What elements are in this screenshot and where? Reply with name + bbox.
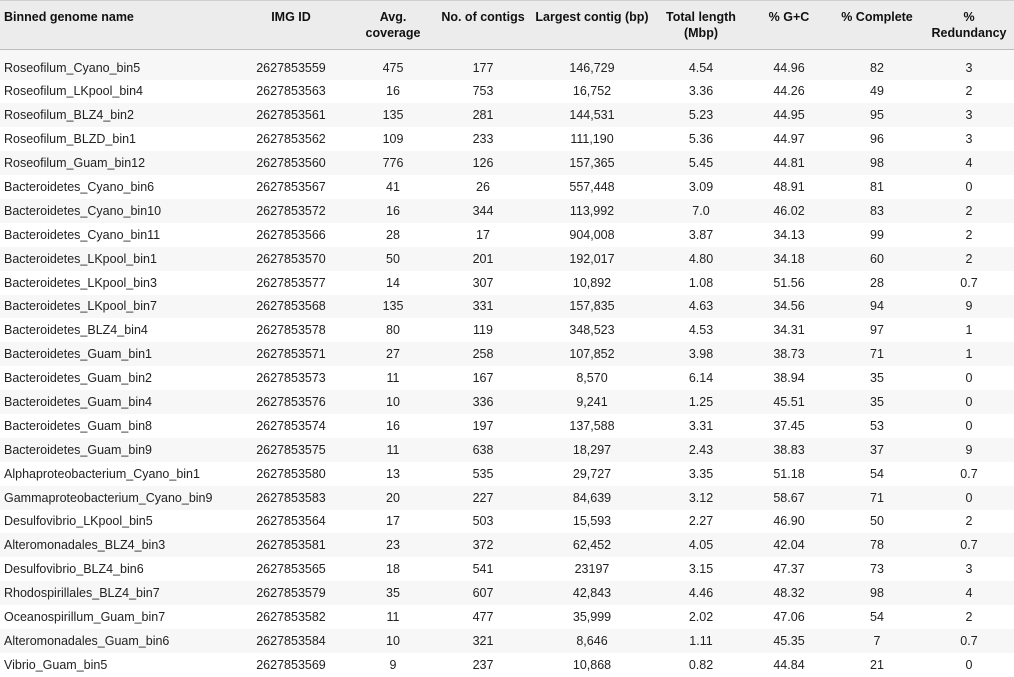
header-gc-percent: % G+C <box>748 1 830 50</box>
cell-avg-coverage: 41 <box>350 175 436 199</box>
cell-img-id: 2627853584 <box>232 629 350 653</box>
cell-img-id: 2627853559 <box>232 50 350 80</box>
cell-gc-percent: 51.56 <box>748 271 830 295</box>
cell-img-id: 2627853580 <box>232 462 350 486</box>
cell-genome-name: Roseofilum_Guam_bin12 <box>0 151 232 175</box>
table-row <box>0 438 1014 462</box>
cell-avg-coverage: 16 <box>350 414 436 438</box>
cell-genome-name: Bacteroidetes_Guam_bin1 <box>0 342 232 366</box>
cell-total-length: 5.36 <box>654 127 748 151</box>
cell-percent-redundancy: 0.7 <box>924 462 1014 486</box>
cell-contig-count: 541 <box>436 557 530 581</box>
cell-total-length: 1.08 <box>654 271 748 295</box>
cell-total-length: 3.36 <box>654 80 748 104</box>
cell-percent-redundancy: 2 <box>924 510 1014 534</box>
cell-percent-redundancy: 9 <box>924 295 1014 319</box>
cell-avg-coverage: 80 <box>350 318 436 342</box>
cell-percent-complete: 98 <box>830 151 924 175</box>
cell-percent-redundancy: 0 <box>924 414 1014 438</box>
cell-percent-complete: 98 <box>830 581 924 605</box>
cell-percent-complete: 35 <box>830 366 924 390</box>
cell-contig-count: 753 <box>436 80 530 104</box>
cell-largest-contig: 904,008 <box>530 223 654 247</box>
cell-contig-count: 258 <box>436 342 530 366</box>
cell-largest-contig: 18,297 <box>530 438 654 462</box>
header-total-length: Total length (Mbp) <box>654 1 748 50</box>
table-row <box>0 127 1014 151</box>
header-percent-redundancy: % Redundancy <box>924 1 1014 50</box>
cell-total-length: 4.80 <box>654 247 748 271</box>
cell-percent-redundancy: 4 <box>924 151 1014 175</box>
cell-percent-complete: 37 <box>830 438 924 462</box>
cell-largest-contig: 35,999 <box>530 605 654 629</box>
cell-total-length: 6.14 <box>654 366 748 390</box>
cell-largest-contig: 137,588 <box>530 414 654 438</box>
cell-avg-coverage: 16 <box>350 80 436 104</box>
cell-avg-coverage: 50 <box>350 247 436 271</box>
cell-contig-count: 307 <box>436 271 530 295</box>
cell-total-length: 3.87 <box>654 223 748 247</box>
cell-total-length: 2.43 <box>654 438 748 462</box>
cell-percent-complete: 78 <box>830 533 924 557</box>
cell-gc-percent: 44.95 <box>748 103 830 127</box>
cell-genome-name: Bacteroidetes_Guam_bin2 <box>0 366 232 390</box>
cell-largest-contig: 42,843 <box>530 581 654 605</box>
cell-contig-count: 197 <box>436 414 530 438</box>
cell-avg-coverage: 10 <box>350 390 436 414</box>
cell-img-id: 2627853575 <box>232 438 350 462</box>
cell-contig-count: 331 <box>436 295 530 319</box>
cell-largest-contig: 557,448 <box>530 175 654 199</box>
cell-genome-name: Bacteroidetes_Cyano_bin10 <box>0 199 232 223</box>
cell-genome-name: Alteromonadales_Guam_bin6 <box>0 629 232 653</box>
cell-largest-contig: 23197 <box>530 557 654 581</box>
table-row <box>0 318 1014 342</box>
cell-percent-complete: 81 <box>830 175 924 199</box>
cell-largest-contig: 84,639 <box>530 486 654 510</box>
cell-percent-redundancy: 2 <box>924 223 1014 247</box>
cell-img-id: 2627853583 <box>232 486 350 510</box>
cell-img-id: 2627853560 <box>232 151 350 175</box>
cell-percent-complete: 28 <box>830 271 924 295</box>
cell-percent-redundancy: 3 <box>924 50 1014 80</box>
cell-largest-contig: 29,727 <box>530 462 654 486</box>
cell-percent-redundancy: 2 <box>924 80 1014 104</box>
cell-gc-percent: 48.91 <box>748 175 830 199</box>
cell-avg-coverage: 23 <box>350 533 436 557</box>
cell-contig-count: 638 <box>436 438 530 462</box>
cell-img-id: 2627853582 <box>232 605 350 629</box>
cell-percent-complete: 60 <box>830 247 924 271</box>
cell-contig-count: 372 <box>436 533 530 557</box>
cell-contig-count: 177 <box>436 50 530 80</box>
cell-percent-redundancy: 3 <box>924 127 1014 151</box>
cell-contig-count: 535 <box>436 462 530 486</box>
cell-total-length: 4.54 <box>654 50 748 80</box>
table-row <box>0 486 1014 510</box>
cell-contig-count: 119 <box>436 318 530 342</box>
cell-percent-complete: 94 <box>830 295 924 319</box>
cell-percent-redundancy: 2 <box>924 199 1014 223</box>
cell-percent-redundancy: 0.7 <box>924 533 1014 557</box>
cell-total-length: 3.35 <box>654 462 748 486</box>
cell-largest-contig: 62,452 <box>530 533 654 557</box>
cell-avg-coverage: 17 <box>350 510 436 534</box>
cell-genome-name: Desulfovibrio_BLZ4_bin6 <box>0 557 232 581</box>
cell-total-length: 2.02 <box>654 605 748 629</box>
cell-largest-contig: 15,593 <box>530 510 654 534</box>
cell-contig-count: 344 <box>436 199 530 223</box>
header-percent-complete: % Complete <box>830 1 924 50</box>
cell-genome-name: Alteromonadales_BLZ4_bin3 <box>0 533 232 557</box>
table-header <box>0 1 1014 50</box>
cell-percent-complete: 35 <box>830 390 924 414</box>
cell-largest-contig: 144,531 <box>530 103 654 127</box>
cell-total-length: 4.05 <box>654 533 748 557</box>
header-row <box>0 1 1014 50</box>
cell-percent-redundancy: 0 <box>924 366 1014 390</box>
table-row <box>0 414 1014 438</box>
cell-contig-count: 477 <box>436 605 530 629</box>
table-row <box>0 653 1014 677</box>
cell-genome-name: Bacteroidetes_Cyano_bin11 <box>0 223 232 247</box>
cell-avg-coverage: 11 <box>350 366 436 390</box>
header-avg-coverage: Avg. coverage <box>350 1 436 50</box>
cell-img-id: 2627853577 <box>232 271 350 295</box>
cell-contig-count: 167 <box>436 366 530 390</box>
table-row <box>0 247 1014 271</box>
cell-gc-percent: 58.67 <box>748 486 830 510</box>
table-row <box>0 223 1014 247</box>
table-row <box>0 605 1014 629</box>
cell-img-id: 2627853570 <box>232 247 350 271</box>
cell-img-id: 2627853573 <box>232 366 350 390</box>
cell-img-id: 2627853563 <box>232 80 350 104</box>
cell-total-length: 3.15 <box>654 557 748 581</box>
cell-gc-percent: 38.73 <box>748 342 830 366</box>
cell-percent-complete: 54 <box>830 605 924 629</box>
cell-total-length: 4.63 <box>654 295 748 319</box>
cell-total-length: 1.25 <box>654 390 748 414</box>
cell-avg-coverage: 776 <box>350 151 436 175</box>
cell-total-length: 3.98 <box>654 342 748 366</box>
cell-img-id: 2627853578 <box>232 318 350 342</box>
table-row <box>0 271 1014 295</box>
cell-percent-redundancy: 0 <box>924 653 1014 677</box>
table-row <box>0 80 1014 104</box>
cell-genome-name: Bacteroidetes_Guam_bin8 <box>0 414 232 438</box>
cell-img-id: 2627853579 <box>232 581 350 605</box>
table-row <box>0 581 1014 605</box>
cell-percent-redundancy: 0 <box>924 486 1014 510</box>
cell-img-id: 2627853581 <box>232 533 350 557</box>
cell-avg-coverage: 28 <box>350 223 436 247</box>
cell-gc-percent: 44.97 <box>748 127 830 151</box>
cell-percent-redundancy: 3 <box>924 103 1014 127</box>
cell-percent-complete: 71 <box>830 486 924 510</box>
cell-total-length: 0.82 <box>654 653 748 677</box>
cell-img-id: 2627853564 <box>232 510 350 534</box>
cell-genome-name: Bacteroidetes_BLZ4_bin4 <box>0 318 232 342</box>
cell-gc-percent: 45.51 <box>748 390 830 414</box>
cell-total-length: 3.09 <box>654 175 748 199</box>
cell-img-id: 2627853561 <box>232 103 350 127</box>
cell-gc-percent: 44.26 <box>748 80 830 104</box>
cell-total-length: 1.11 <box>654 629 748 653</box>
cell-gc-percent: 38.94 <box>748 366 830 390</box>
table-row <box>0 151 1014 175</box>
table-row <box>0 510 1014 534</box>
cell-contig-count: 126 <box>436 151 530 175</box>
header-img-id: IMG ID <box>232 1 350 50</box>
cell-contig-count: 201 <box>436 247 530 271</box>
table-row <box>0 199 1014 223</box>
cell-contig-count: 233 <box>436 127 530 151</box>
cell-percent-complete: 83 <box>830 199 924 223</box>
cell-img-id: 2627853569 <box>232 653 350 677</box>
cell-gc-percent: 47.06 <box>748 605 830 629</box>
cell-gc-percent: 34.31 <box>748 318 830 342</box>
cell-img-id: 2627853567 <box>232 175 350 199</box>
cell-genome-name: Roseofilum_LKpool_bin4 <box>0 80 232 104</box>
cell-largest-contig: 10,868 <box>530 653 654 677</box>
cell-avg-coverage: 14 <box>350 271 436 295</box>
cell-genome-name: Oceanospirillum_Guam_bin7 <box>0 605 232 629</box>
cell-percent-redundancy: 0.7 <box>924 629 1014 653</box>
table-row <box>0 342 1014 366</box>
cell-avg-coverage: 10 <box>350 629 436 653</box>
cell-img-id: 2627853562 <box>232 127 350 151</box>
cell-contig-count: 607 <box>436 581 530 605</box>
cell-gc-percent: 44.81 <box>748 151 830 175</box>
cell-genome-name: Gammaproteobacterium_Cyano_bin9 <box>0 486 232 510</box>
cell-avg-coverage: 27 <box>350 342 436 366</box>
cell-percent-redundancy: 9 <box>924 438 1014 462</box>
cell-gc-percent: 34.13 <box>748 223 830 247</box>
cell-img-id: 2627853568 <box>232 295 350 319</box>
cell-percent-redundancy: 1 <box>924 318 1014 342</box>
cell-largest-contig: 8,646 <box>530 629 654 653</box>
cell-gc-percent: 46.02 <box>748 199 830 223</box>
cell-percent-complete: 97 <box>830 318 924 342</box>
cell-largest-contig: 146,729 <box>530 50 654 80</box>
cell-gc-percent: 34.18 <box>748 247 830 271</box>
cell-genome-name: Roseofilum_BLZD_bin1 <box>0 127 232 151</box>
table-row <box>0 295 1014 319</box>
cell-gc-percent: 34.56 <box>748 295 830 319</box>
table-row <box>0 533 1014 557</box>
table-body <box>0 50 1014 677</box>
cell-gc-percent: 37.45 <box>748 414 830 438</box>
cell-percent-redundancy: 0.7 <box>924 271 1014 295</box>
cell-genome-name: Roseofilum_BLZ4_bin2 <box>0 103 232 127</box>
cell-gc-percent: 47.37 <box>748 557 830 581</box>
cell-gc-percent: 48.32 <box>748 581 830 605</box>
cell-percent-redundancy: 2 <box>924 247 1014 271</box>
cell-total-length: 5.23 <box>654 103 748 127</box>
cell-genome-name: Bacteroidetes_LKpool_bin1 <box>0 247 232 271</box>
cell-genome-name: Bacteroidetes_Guam_bin4 <box>0 390 232 414</box>
cell-avg-coverage: 11 <box>350 605 436 629</box>
cell-gc-percent: 42.04 <box>748 533 830 557</box>
cell-largest-contig: 113,992 <box>530 199 654 223</box>
table-row <box>0 390 1014 414</box>
cell-total-length: 3.12 <box>654 486 748 510</box>
cell-gc-percent: 51.18 <box>748 462 830 486</box>
cell-contig-count: 336 <box>436 390 530 414</box>
header-largest-contig: Largest contig (bp) <box>530 1 654 50</box>
cell-avg-coverage: 135 <box>350 103 436 127</box>
cell-gc-percent: 44.96 <box>748 50 830 80</box>
cell-genome-name: Bacteroidetes_Guam_bin9 <box>0 438 232 462</box>
cell-img-id: 2627853572 <box>232 199 350 223</box>
cell-percent-complete: 99 <box>830 223 924 247</box>
cell-percent-redundancy: 4 <box>924 581 1014 605</box>
cell-gc-percent: 38.83 <box>748 438 830 462</box>
cell-percent-complete: 49 <box>830 80 924 104</box>
cell-largest-contig: 192,017 <box>530 247 654 271</box>
cell-avg-coverage: 475 <box>350 50 436 80</box>
table-row <box>0 557 1014 581</box>
cell-percent-complete: 53 <box>830 414 924 438</box>
cell-total-length: 5.45 <box>654 151 748 175</box>
cell-genome-name: Alphaproteobacterium_Cyano_bin1 <box>0 462 232 486</box>
cell-contig-count: 237 <box>436 653 530 677</box>
cell-contig-count: 17 <box>436 223 530 247</box>
cell-img-id: 2627853576 <box>232 390 350 414</box>
cell-percent-redundancy: 2 <box>924 605 1014 629</box>
cell-percent-complete: 95 <box>830 103 924 127</box>
cell-largest-contig: 348,523 <box>530 318 654 342</box>
cell-total-length: 2.27 <box>654 510 748 534</box>
cell-gc-percent: 45.35 <box>748 629 830 653</box>
cell-gc-percent: 46.90 <box>748 510 830 534</box>
cell-img-id: 2627853565 <box>232 557 350 581</box>
cell-percent-complete: 73 <box>830 557 924 581</box>
cell-total-length: 4.46 <box>654 581 748 605</box>
cell-contig-count: 503 <box>436 510 530 534</box>
cell-genome-name: Desulfovibrio_LKpool_bin5 <box>0 510 232 534</box>
cell-avg-coverage: 135 <box>350 295 436 319</box>
cell-largest-contig: 8,570 <box>530 366 654 390</box>
cell-avg-coverage: 16 <box>350 199 436 223</box>
cell-largest-contig: 157,365 <box>530 151 654 175</box>
cell-total-length: 3.31 <box>654 414 748 438</box>
cell-contig-count: 321 <box>436 629 530 653</box>
table-row <box>0 629 1014 653</box>
cell-largest-contig: 10,892 <box>530 271 654 295</box>
cell-img-id: 2627853566 <box>232 223 350 247</box>
cell-avg-coverage: 109 <box>350 127 436 151</box>
cell-largest-contig: 9,241 <box>530 390 654 414</box>
cell-percent-complete: 71 <box>830 342 924 366</box>
cell-largest-contig: 107,852 <box>530 342 654 366</box>
cell-genome-name: Bacteroidetes_LKpool_bin3 <box>0 271 232 295</box>
cell-total-length: 4.53 <box>654 318 748 342</box>
table-row <box>0 103 1014 127</box>
cell-percent-complete: 54 <box>830 462 924 486</box>
cell-genome-name: Bacteroidetes_LKpool_bin7 <box>0 295 232 319</box>
cell-percent-complete: 21 <box>830 653 924 677</box>
cell-largest-contig: 157,835 <box>530 295 654 319</box>
table-row <box>0 462 1014 486</box>
table-row <box>0 50 1014 80</box>
cell-contig-count: 26 <box>436 175 530 199</box>
cell-avg-coverage: 13 <box>350 462 436 486</box>
cell-percent-complete: 82 <box>830 50 924 80</box>
header-binned-genome-name: Binned genome name <box>0 1 232 50</box>
cell-img-id: 2627853571 <box>232 342 350 366</box>
cell-largest-contig: 111,190 <box>530 127 654 151</box>
cell-gc-percent: 44.84 <box>748 653 830 677</box>
cell-percent-complete: 96 <box>830 127 924 151</box>
cell-largest-contig: 16,752 <box>530 80 654 104</box>
table-row <box>0 366 1014 390</box>
cell-genome-name: Roseofilum_Cyano_bin5 <box>0 50 232 80</box>
cell-genome-name: Bacteroidetes_Cyano_bin6 <box>0 175 232 199</box>
cell-total-length: 7.0 <box>654 199 748 223</box>
cell-img-id: 2627853574 <box>232 414 350 438</box>
cell-genome-name: Vibrio_Guam_bin5 <box>0 653 232 677</box>
cell-contig-count: 227 <box>436 486 530 510</box>
cell-genome-name: Rhodospirillales_BLZ4_bin7 <box>0 581 232 605</box>
cell-percent-redundancy: 0 <box>924 390 1014 414</box>
cell-percent-complete: 7 <box>830 629 924 653</box>
cell-percent-redundancy: 3 <box>924 557 1014 581</box>
cell-avg-coverage: 20 <box>350 486 436 510</box>
table-row <box>0 175 1014 199</box>
cell-avg-coverage: 9 <box>350 653 436 677</box>
cell-avg-coverage: 18 <box>350 557 436 581</box>
header-no-of-contigs: No. of contigs <box>436 1 530 50</box>
cell-contig-count: 281 <box>436 103 530 127</box>
cell-avg-coverage: 11 <box>350 438 436 462</box>
cell-avg-coverage: 35 <box>350 581 436 605</box>
cell-percent-redundancy: 1 <box>924 342 1014 366</box>
cell-percent-complete: 50 <box>830 510 924 534</box>
cell-percent-redundancy: 0 <box>924 175 1014 199</box>
